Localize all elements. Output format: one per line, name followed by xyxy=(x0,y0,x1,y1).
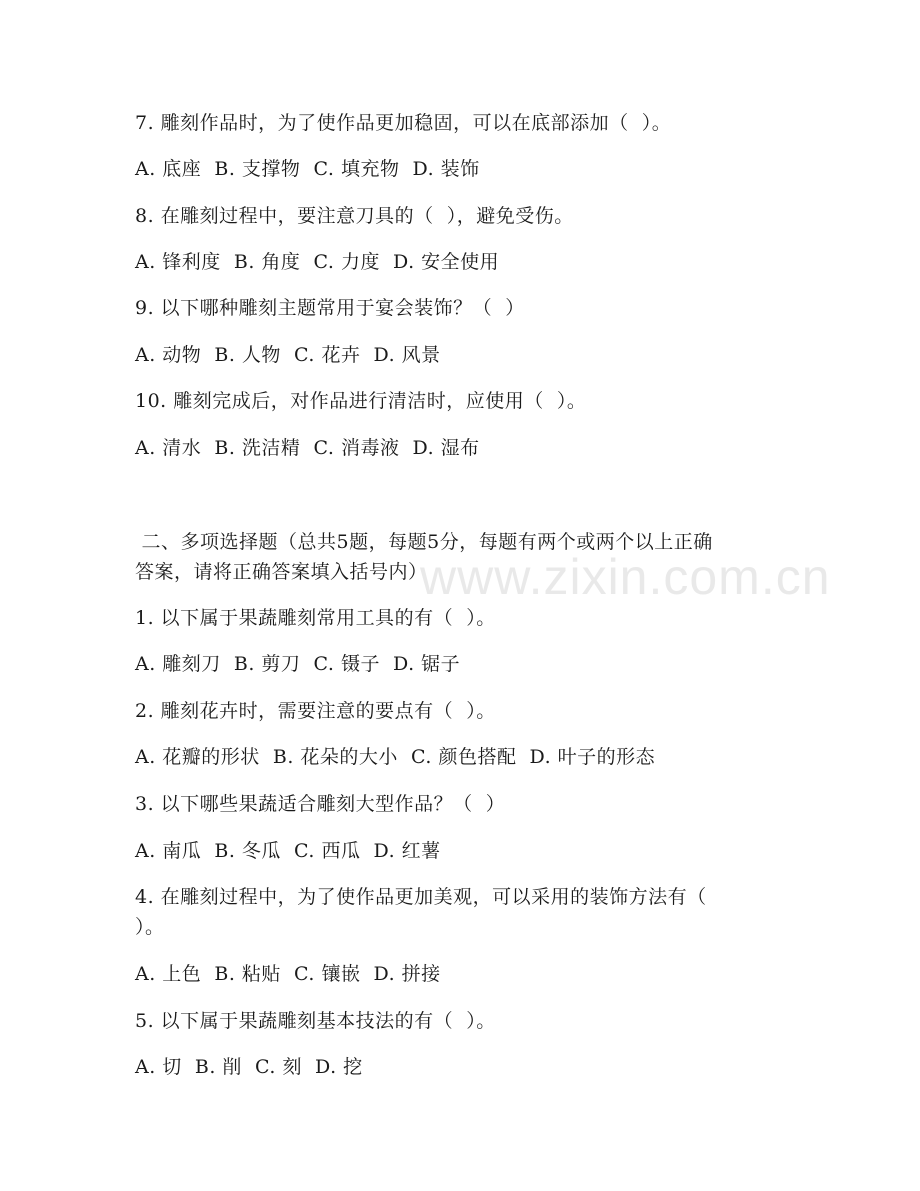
question-2-options: A. 花瓣的形状 B. 花朵的大小 C. 颜色搭配 D. 叶子的形态 xyxy=(135,746,656,768)
question-9-options: A. 动物 B. 人物 C. 花卉 D. 风景 xyxy=(135,344,441,366)
question-2: 2. 雕刻花卉时，需要注意的要点有（ ）。 xyxy=(135,700,496,722)
question-7-options: A. 底座 B. 支撑物 C. 填充物 D. 装饰 xyxy=(135,158,480,180)
question-8: 8. 在雕刻过程中，要注意刀具的（ ），避免受伤。 xyxy=(135,205,574,227)
question-4-line2: ）。 xyxy=(135,916,165,938)
section-heading-line2: 答案，请将正确答案填入括号内） xyxy=(135,561,428,583)
section-heading-line1: 二、多项选择题（总共5题，每题5分，每题有两个或两个以上正确 xyxy=(135,531,713,553)
question-1-options: A. 雕刻刀 B. 剪刀 C. 镊子 D. 锯子 xyxy=(135,653,461,675)
question-3-options: A. 南瓜 B. 冬瓜 C. 西瓜 D. 红薯 xyxy=(135,840,441,862)
question-3: 3. 以下哪些果蔬适合雕刻大型作品？（ ） xyxy=(135,793,506,815)
question-1: 1. 以下属于果蔬雕刻常用工具的有（ ）。 xyxy=(135,607,496,629)
question-10: 10. 雕刻完成后，对作品进行清洁时，应使用（ ）。 xyxy=(135,390,587,412)
question-10-options: A. 清水 B. 洗洁精 C. 消毒液 D. 湿布 xyxy=(135,437,480,459)
watermark-text: www.zixin.com.cn xyxy=(420,549,831,605)
question-4-options: A. 上色 B. 粘贴 C. 镶嵌 D. 拼接 xyxy=(135,963,441,985)
question-8-options: A. 锋利度 B. 角度 C. 力度 D. 安全使用 xyxy=(135,251,500,273)
question-5-options: A. 切 B. 削 C. 刻 D. 挖 xyxy=(135,1056,363,1078)
question-9: 9. 以下哪种雕刻主题常用于宴会装饰？（ ） xyxy=(135,297,525,319)
question-7: 7. 雕刻作品时，为了使作品更加稳固，可以在底部添加（ ）。 xyxy=(135,112,672,134)
question-5: 5. 以下属于果蔬雕刻基本技法的有（ ）。 xyxy=(135,1010,496,1032)
question-4-line1: 4. 在雕刻过程中，为了使作品更加美观，可以采用的装饰方法有（ xyxy=(135,886,707,908)
